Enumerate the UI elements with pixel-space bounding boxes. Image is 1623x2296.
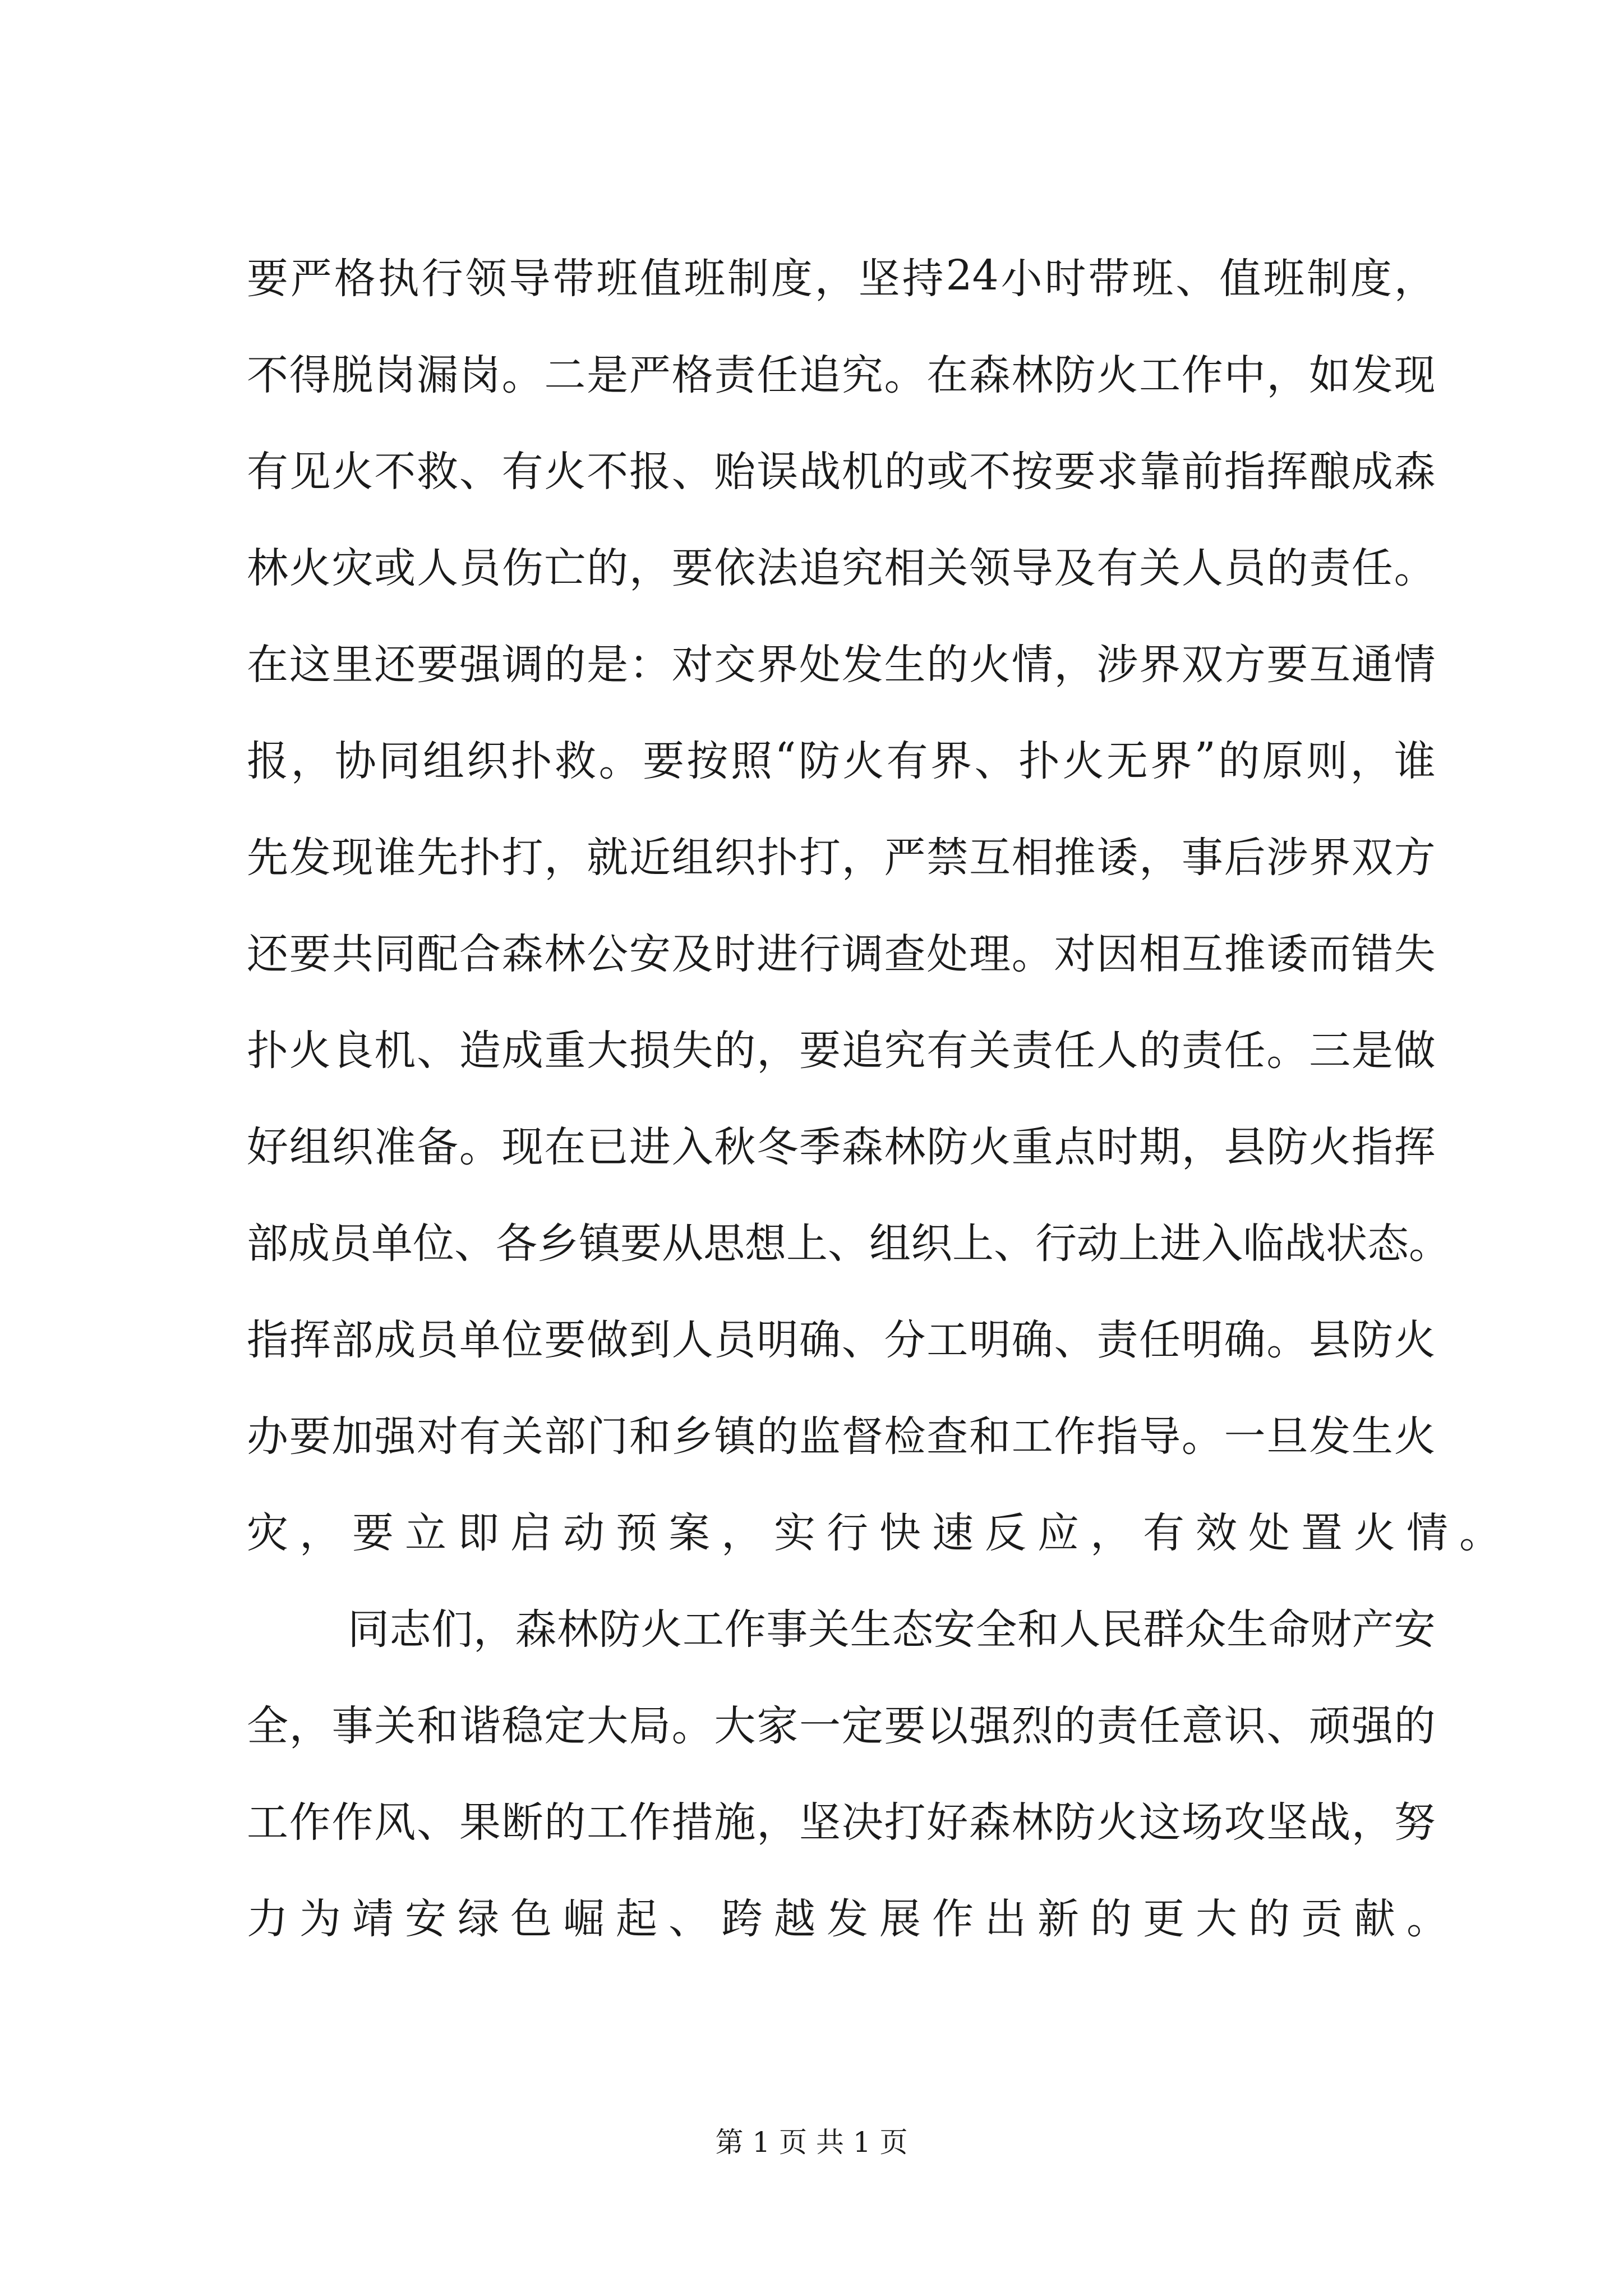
page-footer [0, 2120, 1623, 2160]
text-line: 灾，要立即启动预案，实行快速反应，有效处置火情。 [247, 1509, 1512, 1557]
text-line: 扑 火 良 机 、 造 成 重 大 损 失 的 ， 要 追 究 有 关 责 任 人 的 责 任 。 三 是 做 [247, 1027, 1436, 1075]
text-line: 报 ， 协 同 组 织 扑 救 。 要 按 照 “ 防 火 有 界 、 扑 火 无 界 ” 的 原 则 ， 谁 [247, 734, 1436, 785]
page-number-label: 第 1 页 共 1 页 [715, 2126, 908, 2159]
text-line: 要 严 格 执 行 领 导 带 班 值 班 制 度 ， 坚 持 24 小 时 带 班 、 值 班 制 度 ， [247, 251, 1436, 303]
text-line: 有 见 火 不 救 、 有 火 不 报 、 贻 误 战 机 的 或 不 按 要 求 靠 前 指 挥 酿 成 森 [247, 448, 1436, 496]
text-line: 先 发 现 谁 先 扑 打 ， 就 近 组 织 扑 打 ， 严 禁 互 相 推 诿 ， 事 后 涉 界 双 方 [247, 834, 1436, 882]
text-line: 好 组 织 准 备 。 现 在 已 进 入 秋 冬 季 森 林 防 火 重 点 时 期 ， 县 防 火 指 挥 [247, 1123, 1436, 1171]
text-line: 还 要 共 同 配 合 森 林 公 安 及 时 进 行 调 查 处 理 。 对 因 相 互 推 诿 而 错 失 [247, 930, 1436, 978]
document-body [247, 227, 1512, 1964]
text-line: 办 要 加 强 对 有 关 部 门 和 乡 镇 的 监 督 检 查 和 工 作 指 导 。 一 旦 发 生 火 [247, 1412, 1436, 1461]
text-line: 在 这 里 还 要 强 调 的 是 ： 对 交 界 处 发 生 的 火 情 ， 涉 界 双 方 要 互 通 情 [247, 641, 1436, 689]
text-line: 工 作 作 风 、 果 断 的 工 作 措 施 ， 坚 决 打 好 森 林 防 火 这 场 攻 坚 战 ， 努 [247, 1798, 1436, 1847]
text-line: 不 得 脱 岗 漏 岗 。 二 是 严 格 责 任 追 究 。 在 森 林 防 火 工 作 中 ， 如 发 现 [247, 351, 1436, 399]
text-line: 同 志 们 ， 森 林 防 火 工 作 事 关 生 态 安 全 和 人 民 群 众 生 命 财 产 安 [348, 1605, 1436, 1654]
text-line: 全 ， 事 关 和 谐 稳 定 大 局 。 大 家 一 定 要 以 强 烈 的 责 任 意 识 、 顽 强 的 [247, 1702, 1436, 1750]
text-line: 林 火 灾 或 人 员 伤 亡 的 ， 要 依 法 追 究 相 关 领 导 及 有 关 人 员 的 责 任 。 [247, 544, 1436, 592]
text-line: 指 挥 部 成 员 单 位 要 做 到 人 员 明 确 、 分 工 明 确 、 责 任 明 确 。 县 防 火 [247, 1316, 1436, 1364]
text-line: 力为靖安绿色崛起、跨越发展作出新的更大的贡献。 [247, 1895, 1459, 1943]
text-line: 部 成 员 单 位 、 各 乡 镇 要 从 思 想 上 、 组 织 上 、 行 动 上 进 入 临 战 状 态 。 [247, 1220, 1450, 1268]
